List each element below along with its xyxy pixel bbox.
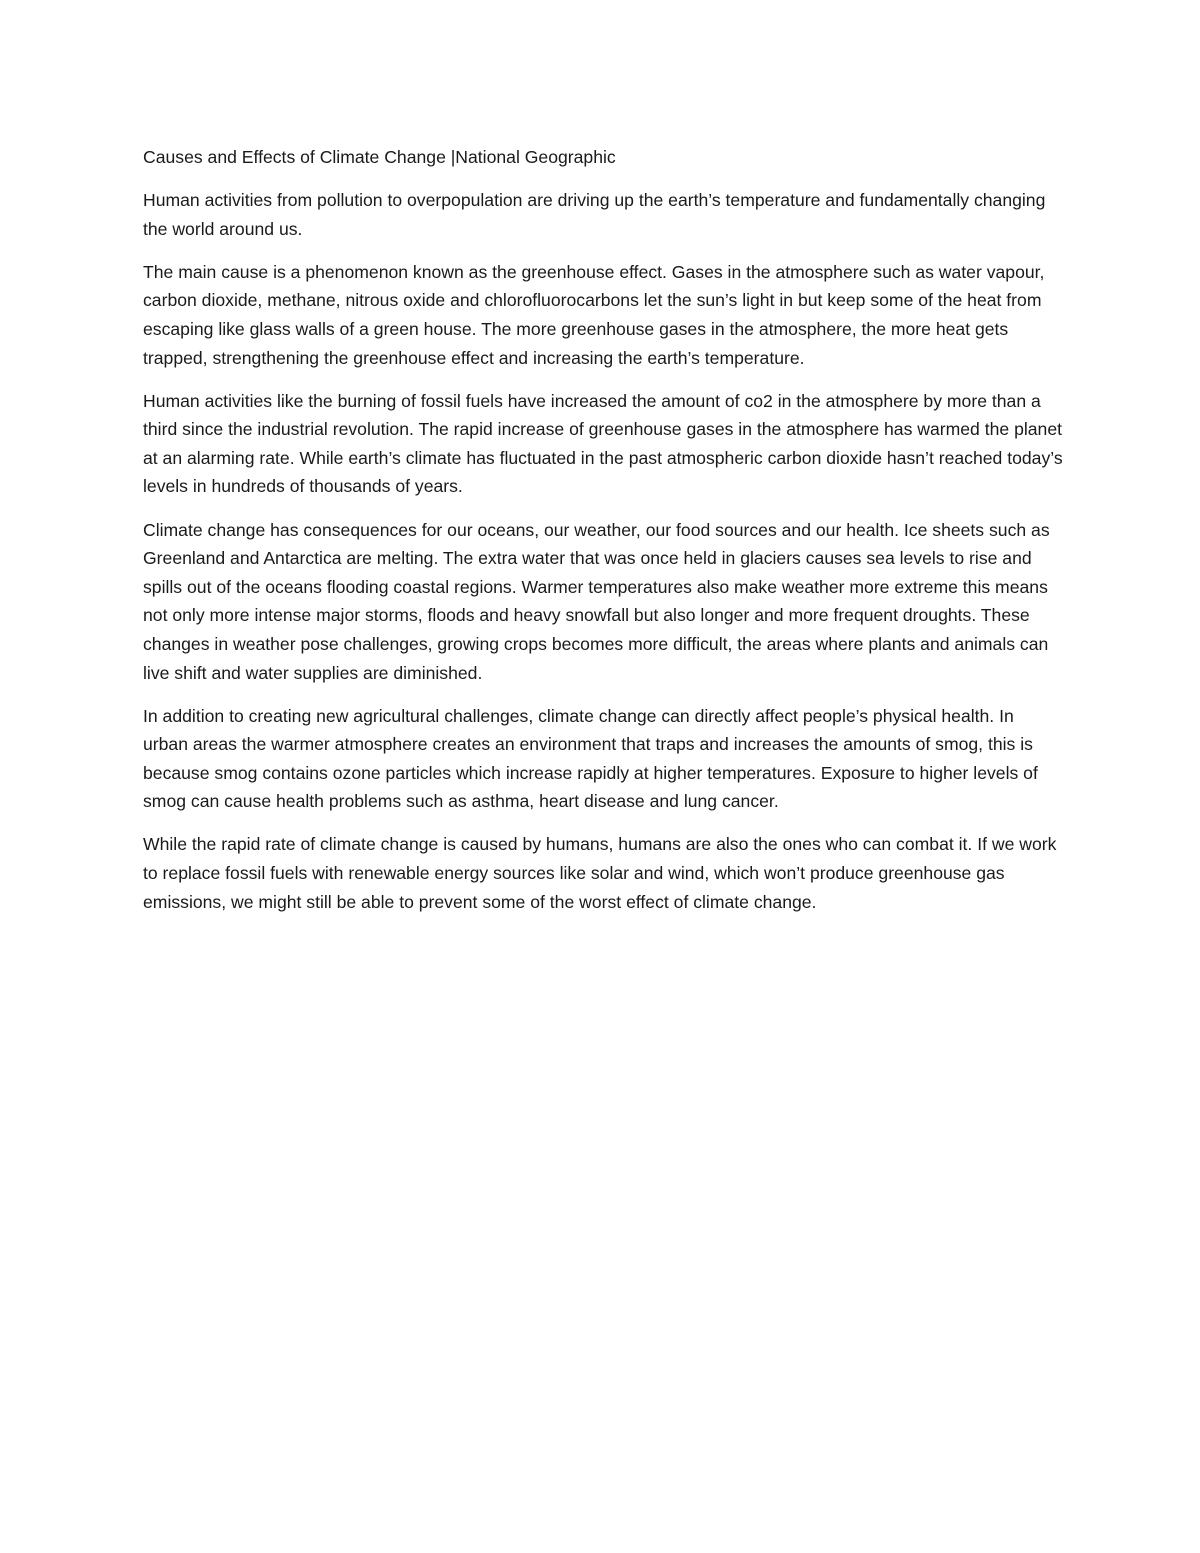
document-body <box>143 143 1063 931</box>
paragraph-5: In addition to creating new agricultural challenges, climate change can directly affect people’s physical health. In urban areas the warmer atmosphere creates an environment that traps and increases the amounts of smog, this is because smog contains ozone particles which increase rapidly at higher temperatures. Exposure to higher levels of smog can cause health problems such as asthma, heart disease and lung cancer. <box>143 705 1038 812</box>
paragraph-4: Climate change has consequences for our oceans, our weather, our food sources and our health. Ice sheets such as Greenland and Antarctica are melting. The extra water that was once held in glaciers causes sea levels to rise and spills out of the oceans flooding coastal regions. Warmer temperatures also make weather more extreme this means not only more intense major storms, floods and heavy snowfall but also longer and more frequent droughts. These changes in weather pose challenges, growing crops becomes more difficult, the areas where plants and animals can live shift and water supplies are diminished. <box>143 519 1050 683</box>
paragraph-2: The main cause is a phenomenon known as the greenhouse effect. Gases in the atmosphere such as water vapour, carbon dioxide, methane, nitrous oxide and chlorofluorocarbons let the sun’s light in but keep some of the heat from escaping like glass walls of a green house. The more greenhouse gases in the atmosphere, the more heat gets trapped, strengthening the greenhouse effect and increasing the earth’s temperature. <box>143 261 1045 368</box>
document-title: Causes and Effects of Climate Change |National Geographic <box>143 147 616 167</box>
paragraph-1: Human activities from pollution to overpopulation are driving up the earth’s temperature and fundamentally changing the world around us. <box>143 190 1046 239</box>
paragraph-3: Human activities like the burning of fossil fuels have increased the amount of co2 in the atmosphere by more than a third since the industrial revolution. The rapid increase of greenhouse gases in the atmosphere has warmed the planet at an alarming rate. While earth’s climate has fluctuated in the past atmospheric carbon dioxide hasn’t reached today’s levels in hundreds of thousands of years. <box>143 390 1063 497</box>
paragraph-6: While the rapid rate of climate change is caused by humans, humans are also the ones who can combat it. If we work to replace fossil fuels with renewable energy sources like solar and wind, which won’t produce greenhouse gas emissions, we might still be able to prevent some of the worst effect of climate change. <box>143 834 1057 912</box>
